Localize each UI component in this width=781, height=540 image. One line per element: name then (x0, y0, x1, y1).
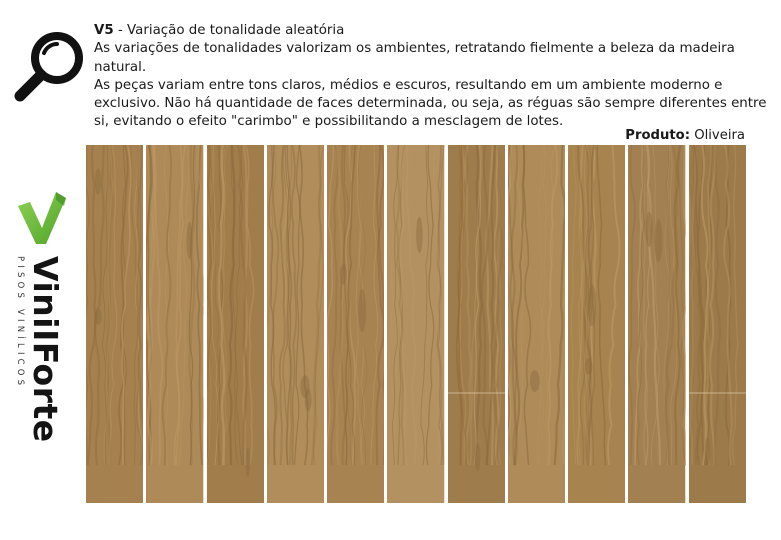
brand-subtitle: PISOS VINÍLICOS (15, 256, 25, 390)
variation-code: V5 (94, 23, 114, 38)
wood-planks-panel (86, 145, 746, 503)
wood-plank (207, 145, 264, 503)
brand-name: ViniIForte (26, 256, 65, 443)
wood-plank (628, 145, 685, 503)
wood-plank (327, 145, 384, 503)
wood-plank (387, 145, 444, 503)
description-block (94, 22, 774, 132)
check-v-logo-icon (16, 188, 68, 246)
description-paragraph-2: As peças variam entre tons claros, médios e escuros, resultando em um ambiente moderno e exclusivo. Não há quantidade de faces determinada, ou seja, as réguas são sempre diferentes entre si, evitando o efeito "carimbo" e possibilitando a mesclagem de lotes. (94, 77, 767, 130)
wood-plank (689, 145, 746, 503)
product-value: Oliveira (694, 128, 745, 143)
description-paragraph-1: As variações de tonalidades valorizam os ambientes, retratando fielmente a beleza da madeira natural. (94, 41, 735, 75)
brand-name-wrap (27, 256, 63, 466)
variation-title: - Variação de tonalidade aleatória (113, 23, 345, 38)
wood-plank (86, 145, 143, 503)
wood-plank (508, 145, 565, 503)
wood-plank (146, 145, 203, 503)
brand-subtitle-wrap (14, 256, 26, 436)
description-title (94, 22, 774, 40)
wood-plank (568, 145, 625, 503)
wood-plank (448, 145, 505, 503)
product-label: Produto: (625, 128, 690, 143)
wood-plank (267, 145, 324, 503)
magnifier-icon (10, 25, 90, 105)
product-line (625, 128, 745, 143)
